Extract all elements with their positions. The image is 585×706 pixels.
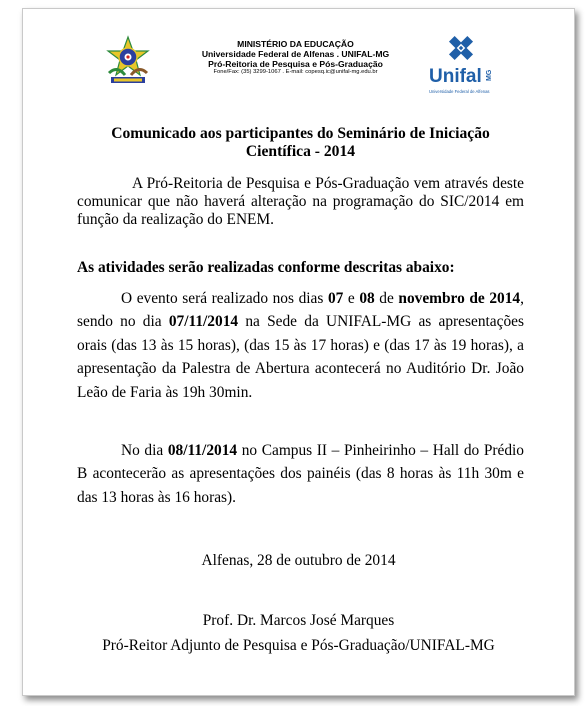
bold-date-08-11: 08/11/2014 — [167, 442, 238, 459]
letterhead — [23, 9, 574, 109]
document-page — [22, 8, 575, 696]
panels-paragraph — [77, 439, 524, 509]
text-run: no Campus II – Pinheirinho – Hall do Prédio B acontecerão as apresentações dos painéis (das 8 horas às 11h 30m e das 13 horas às 16 horas). — [77, 442, 524, 506]
unifal-logo — [427, 33, 499, 99]
text-run: , sendo no dia — [77, 290, 524, 331]
section-subtitle: As atividades serão realizadas conforme descritas abaixo: — [77, 259, 455, 276]
unifal-logo-mark — [449, 36, 473, 60]
bold-day-07: 07 — [327, 290, 344, 307]
brazil-coat-of-arms-icon — [105, 35, 151, 87]
bold-month-year: novembro de 2014 — [398, 290, 521, 307]
university-name: Universidade Federal de Alfenas . UNIFAL-MG — [201, 49, 390, 60]
contact-line: Fone/Fax: (35) 3299-1067 . E-mail: copesq.ic@unifal-mg.edu.br — [213, 69, 378, 76]
unifal-logo-caption: Universidade Federal de Alfenas — [429, 89, 490, 94]
unifal-logo-text: Unifal — [429, 66, 482, 87]
unifal-logo-suffix: MG — [486, 69, 493, 81]
office-name: Pró-Reitoria de Pesquisa e Pós-Graduação — [208, 59, 383, 70]
text-run: na Sede da UNIFAL-MG as apresentações orais (das 13 às 15 horas), (das 15 às 17 horas) e (das 17 às 19 horas), a apresentação da Palestra de Abertura acontecerá no Auditório Dr. João Leão de Faria às 19h 30min. — [77, 313, 524, 401]
document-title: Comunicado aos participantes do Seminário de Iniciação Científica - 2014 — [111, 125, 490, 161]
bold-day-08: 08 — [359, 290, 375, 307]
bold-date-07-11: 07/11/2014 — [168, 313, 239, 331]
event-paragraph — [77, 287, 524, 404]
date-line: Alfenas, 28 de outubro de 2014 — [201, 552, 396, 569]
text-run: O evento será realizado nos dias — [121, 290, 328, 307]
text-run: No dia — [121, 442, 168, 459]
text-run: e — [343, 290, 360, 307]
ministry-name: MINISTÉRIO DA EDUCAÇÃO — [237, 39, 354, 49]
signatory-role: Pró-Reitor Adjunto de Pesquisa e Pós-Graduação/UNIFAL-MG — [102, 637, 495, 654]
signatory-name: Prof. Dr. Marcos José Marques — [202, 612, 395, 629]
institution-block — [173, 39, 418, 76]
text-run: de — [374, 290, 399, 307]
intro-paragraph: A Pró-Reitoria de Pesquisa e Pós-Graduação vem através deste comunicar que não haverá alteração na programação do SIC/2014 em função da realização do ENEM. — [77, 175, 524, 229]
